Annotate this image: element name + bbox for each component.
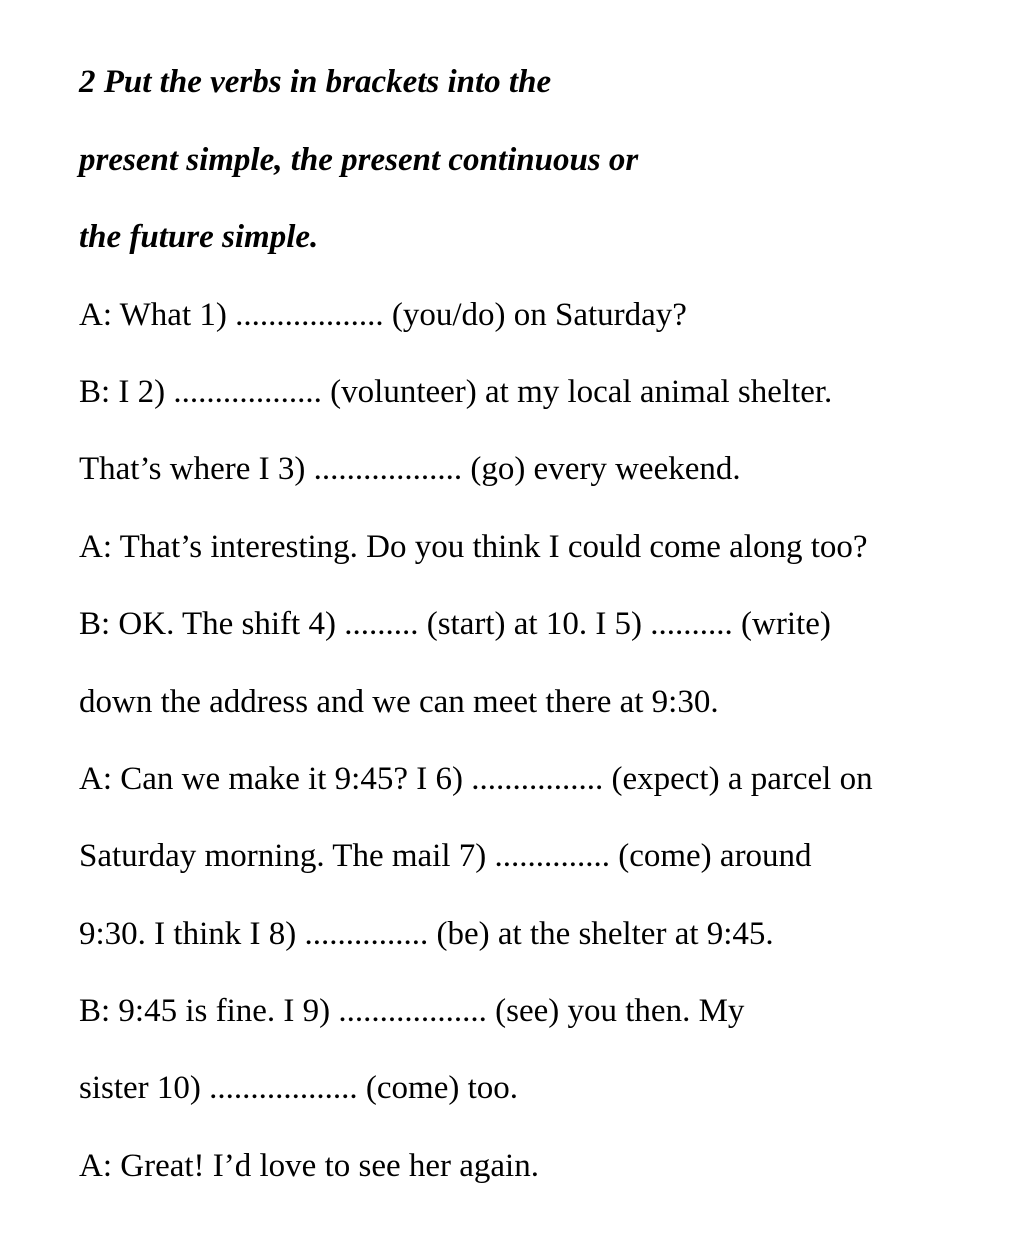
dialogue-line-1: A: What 1) .................. (you/do) on Saturday? [79, 297, 687, 333]
exercise-heading-line-3: the future simple. [79, 219, 319, 255]
dialogue-line-2: B: I 2) .................. (volunteer) at my local animal shelter. [79, 374, 833, 410]
dialogue-line-12: A: Great! I’d love to see her again. [79, 1148, 539, 1184]
dialogue-line-4: A: That’s interesting. Do you think I could come along too? [79, 529, 868, 565]
dialogue-line-5: B: OK. The shift 4) ......... (start) at 10. I 5) .......... (write) [79, 606, 831, 642]
dialogue-line-9: 9:30. I think I 8) ............... (be) at the shelter at 9:45. [79, 916, 774, 952]
dialogue-line-3: That’s where I 3) .................. (go) every weekend. [79, 451, 741, 487]
dialogue-line-8: Saturday morning. The mail 7) .............. (come) around [79, 838, 812, 874]
dialogue-line-10: B: 9:45 is fine. I 9) .................. (see) you then. My [79, 993, 745, 1029]
exercise-heading-line-1: 2 Put the verbs in brackets into the [79, 64, 552, 100]
dialogue-line-6: down the address and we can meet there at 9:30. [79, 684, 719, 720]
exercise-heading-line-2: present simple, the present continuous or [79, 142, 639, 178]
dialogue-line-7: A: Can we make it 9:45? I 6) ................ (expect) a parcel on [79, 761, 873, 797]
dialogue-line-11: sister 10) .................. (come) too. [79, 1070, 519, 1106]
